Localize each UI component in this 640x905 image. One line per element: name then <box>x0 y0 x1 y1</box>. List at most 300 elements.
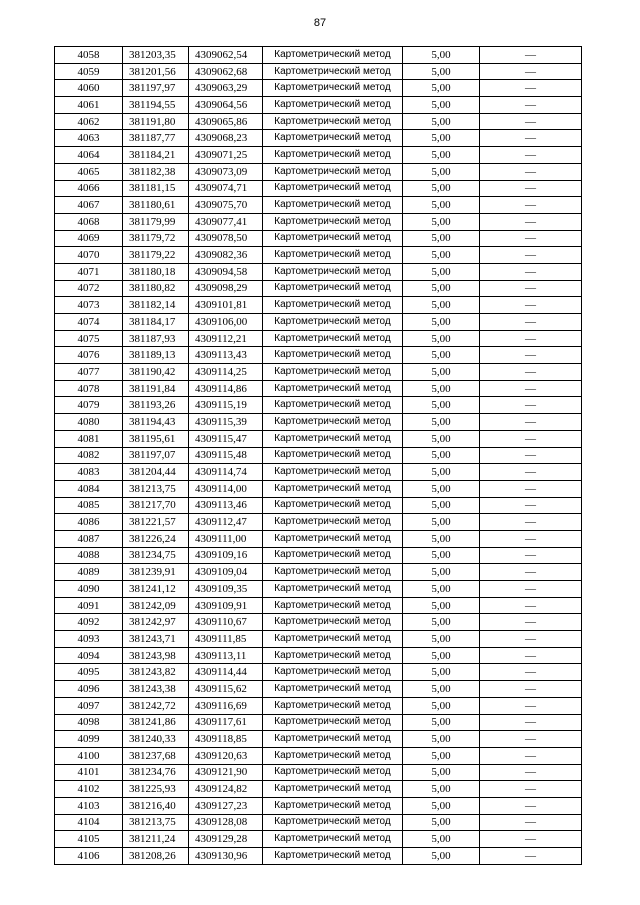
y-coordinate-cell: 4309128,08 <box>189 814 263 831</box>
y-coordinate-cell: 4309063,29 <box>189 80 263 97</box>
table-row <box>55 130 582 147</box>
y-coordinate-cell: 4309062,68 <box>189 63 263 80</box>
method-cell: Картометрический метод <box>263 197 403 214</box>
method-cell: Картометрический метод <box>263 230 403 247</box>
table-row <box>55 831 582 848</box>
accuracy-cell: 5,00 <box>403 147 480 164</box>
x-coordinate-cell: 381211,24 <box>123 831 189 848</box>
note-cell: — <box>480 113 582 130</box>
page-number: 87 <box>313 17 327 29</box>
method-cell: Картометрический метод <box>263 631 403 648</box>
method-cell: Картометрический метод <box>263 380 403 397</box>
table-row <box>55 97 582 114</box>
accuracy-cell: 5,00 <box>403 180 480 197</box>
note-cell: — <box>480 247 582 264</box>
x-coordinate-cell: 381226,24 <box>123 530 189 547</box>
accuracy-cell: 5,00 <box>403 547 480 564</box>
table-row <box>55 697 582 714</box>
y-coordinate-cell: 4309116,69 <box>189 697 263 714</box>
x-coordinate-cell: 381225,93 <box>123 781 189 798</box>
y-coordinate-cell: 4309074,71 <box>189 180 263 197</box>
accuracy-cell: 5,00 <box>403 614 480 631</box>
point-number-cell: 4087 <box>55 530 123 547</box>
accuracy-cell: 5,00 <box>403 564 480 581</box>
x-coordinate-cell: 381242,97 <box>123 614 189 631</box>
point-number-cell: 4094 <box>55 647 123 664</box>
y-coordinate-cell: 4309114,00 <box>189 480 263 497</box>
accuracy-cell: 5,00 <box>403 581 480 598</box>
note-cell: — <box>480 714 582 731</box>
table-row <box>55 631 582 648</box>
accuracy-cell: 5,00 <box>403 430 480 447</box>
x-coordinate-cell: 381216,40 <box>123 797 189 814</box>
y-coordinate-cell: 4309109,91 <box>189 597 263 614</box>
accuracy-cell: 5,00 <box>403 414 480 431</box>
accuracy-cell: 5,00 <box>403 781 480 798</box>
note-cell: — <box>480 480 582 497</box>
method-cell: Картометрический метод <box>263 647 403 664</box>
accuracy-cell: 5,00 <box>403 330 480 347</box>
table-row <box>55 480 582 497</box>
x-coordinate-cell: 381184,21 <box>123 147 189 164</box>
method-cell: Картометрический метод <box>263 547 403 564</box>
point-number-cell: 4062 <box>55 113 123 130</box>
accuracy-cell: 5,00 <box>403 848 480 865</box>
method-cell: Картометрический метод <box>263 213 403 230</box>
y-coordinate-cell: 4309098,29 <box>189 280 263 297</box>
accuracy-cell: 5,00 <box>403 530 480 547</box>
y-coordinate-cell: 4309130,96 <box>189 848 263 865</box>
table-row <box>55 497 582 514</box>
point-number-cell: 4085 <box>55 497 123 514</box>
point-number-cell: 4058 <box>55 47 123 64</box>
y-coordinate-cell: 4309062,54 <box>189 47 263 64</box>
point-number-cell: 4089 <box>55 564 123 581</box>
table-row <box>55 747 582 764</box>
note-cell: — <box>480 848 582 865</box>
x-coordinate-cell: 381191,84 <box>123 380 189 397</box>
method-cell: Картометрический метод <box>263 414 403 431</box>
x-coordinate-cell: 381181,15 <box>123 180 189 197</box>
table-row <box>55 714 582 731</box>
note-cell: — <box>480 180 582 197</box>
point-number-cell: 4059 <box>55 63 123 80</box>
x-coordinate-cell: 381179,72 <box>123 230 189 247</box>
note-cell: — <box>480 347 582 364</box>
note-cell: — <box>480 163 582 180</box>
table-row <box>55 848 582 865</box>
note-cell: — <box>480 147 582 164</box>
y-coordinate-cell: 4309064,56 <box>189 97 263 114</box>
x-coordinate-cell: 381179,22 <box>123 247 189 264</box>
accuracy-cell: 5,00 <box>403 797 480 814</box>
table-row <box>55 80 582 97</box>
method-cell: Картометрический метод <box>263 113 403 130</box>
y-coordinate-cell: 4309112,47 <box>189 514 263 531</box>
method-cell: Картометрический метод <box>263 364 403 381</box>
note-cell: — <box>480 697 582 714</box>
point-number-cell: 4090 <box>55 581 123 598</box>
point-number-cell: 4102 <box>55 781 123 798</box>
y-coordinate-cell: 4309129,28 <box>189 831 263 848</box>
table-row <box>55 347 582 364</box>
note-cell: — <box>480 681 582 698</box>
y-coordinate-cell: 4309077,41 <box>189 213 263 230</box>
table-row <box>55 447 582 464</box>
y-coordinate-cell: 4309121,90 <box>189 764 263 781</box>
y-coordinate-cell: 4309111,85 <box>189 631 263 648</box>
point-number-cell: 4088 <box>55 547 123 564</box>
note-cell: — <box>480 314 582 331</box>
accuracy-cell: 5,00 <box>403 480 480 497</box>
note-cell: — <box>480 647 582 664</box>
method-cell: Картометрический метод <box>263 814 403 831</box>
point-number-cell: 4072 <box>55 280 123 297</box>
accuracy-cell: 5,00 <box>403 514 480 531</box>
x-coordinate-cell: 381204,44 <box>123 464 189 481</box>
note-cell: — <box>480 280 582 297</box>
point-number-cell: 4068 <box>55 213 123 230</box>
method-cell: Картометрический метод <box>263 163 403 180</box>
x-coordinate-cell: 381184,17 <box>123 314 189 331</box>
method-cell: Картометрический метод <box>263 764 403 781</box>
method-cell: Картометрический метод <box>263 848 403 865</box>
point-number-cell: 4097 <box>55 697 123 714</box>
table-row <box>55 647 582 664</box>
y-coordinate-cell: 4309094,58 <box>189 263 263 280</box>
point-number-cell: 4084 <box>55 480 123 497</box>
note-cell: — <box>480 364 582 381</box>
x-coordinate-cell: 381187,93 <box>123 330 189 347</box>
method-cell: Картометрический метод <box>263 731 403 748</box>
y-coordinate-cell: 4309113,11 <box>189 647 263 664</box>
method-cell: Картометрический метод <box>263 330 403 347</box>
x-coordinate-cell: 381191,80 <box>123 113 189 130</box>
x-coordinate-cell: 381180,82 <box>123 280 189 297</box>
point-number-cell: 4074 <box>55 314 123 331</box>
table-row <box>55 764 582 781</box>
x-coordinate-cell: 381241,86 <box>123 714 189 731</box>
point-number-cell: 4079 <box>55 397 123 414</box>
point-number-cell: 4100 <box>55 747 123 764</box>
y-coordinate-cell: 4309113,43 <box>189 347 263 364</box>
point-number-cell: 4075 <box>55 330 123 347</box>
point-number-cell: 4095 <box>55 664 123 681</box>
y-coordinate-cell: 4309114,74 <box>189 464 263 481</box>
x-coordinate-cell: 381180,18 <box>123 263 189 280</box>
table-row <box>55 247 582 264</box>
table-row <box>55 180 582 197</box>
point-number-cell: 4061 <box>55 97 123 114</box>
x-coordinate-cell: 381201,56 <box>123 63 189 80</box>
accuracy-cell: 5,00 <box>403 213 480 230</box>
method-cell: Картометрический метод <box>263 347 403 364</box>
point-number-cell: 4082 <box>55 447 123 464</box>
y-coordinate-cell: 4309114,25 <box>189 364 263 381</box>
note-cell: — <box>480 797 582 814</box>
method-cell: Картометрический метод <box>263 397 403 414</box>
table-row <box>55 547 582 564</box>
y-coordinate-cell: 4309106,00 <box>189 314 263 331</box>
accuracy-cell: 5,00 <box>403 631 480 648</box>
x-coordinate-cell: 381187,77 <box>123 130 189 147</box>
method-cell: Картометрический метод <box>263 664 403 681</box>
y-coordinate-cell: 4309101,81 <box>189 297 263 314</box>
note-cell: — <box>480 497 582 514</box>
x-coordinate-cell: 381234,76 <box>123 764 189 781</box>
x-coordinate-cell: 381213,75 <box>123 814 189 831</box>
x-coordinate-cell: 381189,13 <box>123 347 189 364</box>
note-cell: — <box>480 731 582 748</box>
x-coordinate-cell: 381213,75 <box>123 480 189 497</box>
x-coordinate-cell: 381243,71 <box>123 631 189 648</box>
accuracy-cell: 5,00 <box>403 314 480 331</box>
x-coordinate-cell: 381197,97 <box>123 80 189 97</box>
x-coordinate-cell: 381203,35 <box>123 47 189 64</box>
note-cell: — <box>480 514 582 531</box>
accuracy-cell: 5,00 <box>403 447 480 464</box>
method-cell: Картометрический метод <box>263 263 403 280</box>
method-cell: Картометрический метод <box>263 530 403 547</box>
method-cell: Картометрический метод <box>263 47 403 64</box>
method-cell: Картометрический метод <box>263 781 403 798</box>
y-coordinate-cell: 4309078,50 <box>189 230 263 247</box>
method-cell: Картометрический метод <box>263 597 403 614</box>
note-cell: — <box>480 447 582 464</box>
table-row <box>55 364 582 381</box>
table-row <box>55 397 582 414</box>
accuracy-cell: 5,00 <box>403 113 480 130</box>
method-cell: Картометрический метод <box>263 564 403 581</box>
accuracy-cell: 5,00 <box>403 647 480 664</box>
method-cell: Картометрический метод <box>263 80 403 97</box>
accuracy-cell: 5,00 <box>403 80 480 97</box>
table-row <box>55 163 582 180</box>
y-coordinate-cell: 4309124,82 <box>189 781 263 798</box>
accuracy-cell: 5,00 <box>403 681 480 698</box>
y-coordinate-cell: 4309115,62 <box>189 681 263 698</box>
table-row <box>55 464 582 481</box>
note-cell: — <box>480 430 582 447</box>
accuracy-cell: 5,00 <box>403 747 480 764</box>
accuracy-cell: 5,00 <box>403 280 480 297</box>
x-coordinate-cell: 381194,43 <box>123 414 189 431</box>
accuracy-cell: 5,00 <box>403 380 480 397</box>
note-cell: — <box>480 547 582 564</box>
point-number-cell: 4073 <box>55 297 123 314</box>
point-number-cell: 4098 <box>55 714 123 731</box>
method-cell: Картометрический метод <box>263 63 403 80</box>
point-number-cell: 4070 <box>55 247 123 264</box>
note-cell: — <box>480 764 582 781</box>
method-cell: Картометрический метод <box>263 247 403 264</box>
table-row <box>55 797 582 814</box>
table-row <box>55 314 582 331</box>
y-coordinate-cell: 4309071,25 <box>189 147 263 164</box>
note-cell: — <box>480 831 582 848</box>
accuracy-cell: 5,00 <box>403 831 480 848</box>
accuracy-cell: 5,00 <box>403 731 480 748</box>
method-cell: Картометрический метод <box>263 514 403 531</box>
note-cell: — <box>480 414 582 431</box>
x-coordinate-cell: 381237,68 <box>123 747 189 764</box>
table-row <box>55 530 582 547</box>
point-number-cell: 4103 <box>55 797 123 814</box>
x-coordinate-cell: 381243,38 <box>123 681 189 698</box>
note-cell: — <box>480 664 582 681</box>
point-number-cell: 4069 <box>55 230 123 247</box>
note-cell: — <box>480 781 582 798</box>
table-row <box>55 664 582 681</box>
method-cell: Картометрический метод <box>263 581 403 598</box>
table-row <box>55 781 582 798</box>
accuracy-cell: 5,00 <box>403 130 480 147</box>
table-row <box>55 614 582 631</box>
point-number-cell: 4091 <box>55 597 123 614</box>
note-cell: — <box>480 263 582 280</box>
table-row <box>55 330 582 347</box>
x-coordinate-cell: 381195,61 <box>123 430 189 447</box>
note-cell: — <box>480 297 582 314</box>
point-number-cell: 4093 <box>55 631 123 648</box>
table-row <box>55 113 582 130</box>
accuracy-cell: 5,00 <box>403 47 480 64</box>
method-cell: Картометрический метод <box>263 831 403 848</box>
table-row <box>55 814 582 831</box>
method-cell: Картометрический метод <box>263 147 403 164</box>
accuracy-cell: 5,00 <box>403 297 480 314</box>
point-number-cell: 4064 <box>55 147 123 164</box>
method-cell: Картометрический метод <box>263 464 403 481</box>
y-coordinate-cell: 4309065,86 <box>189 113 263 130</box>
point-number-cell: 4080 <box>55 414 123 431</box>
table-row <box>55 731 582 748</box>
accuracy-cell: 5,00 <box>403 364 480 381</box>
note-cell: — <box>480 80 582 97</box>
x-coordinate-cell: 381241,12 <box>123 581 189 598</box>
y-coordinate-cell: 4309118,85 <box>189 731 263 748</box>
accuracy-cell: 5,00 <box>403 197 480 214</box>
accuracy-cell: 5,00 <box>403 697 480 714</box>
point-number-cell: 4066 <box>55 180 123 197</box>
note-cell: — <box>480 464 582 481</box>
accuracy-cell: 5,00 <box>403 597 480 614</box>
table-row <box>55 63 582 80</box>
x-coordinate-cell: 381243,98 <box>123 647 189 664</box>
point-number-cell: 4065 <box>55 163 123 180</box>
x-coordinate-cell: 381182,38 <box>123 163 189 180</box>
note-cell: — <box>480 63 582 80</box>
method-cell: Картометрический метод <box>263 180 403 197</box>
x-coordinate-cell: 381180,61 <box>123 197 189 214</box>
accuracy-cell: 5,00 <box>403 63 480 80</box>
table-row <box>55 47 582 64</box>
table-row <box>55 597 582 614</box>
table-row <box>55 681 582 698</box>
note-cell: — <box>480 330 582 347</box>
accuracy-cell: 5,00 <box>403 664 480 681</box>
note-cell: — <box>480 47 582 64</box>
point-number-cell: 4060 <box>55 80 123 97</box>
point-number-cell: 4104 <box>55 814 123 831</box>
note-cell: — <box>480 814 582 831</box>
method-cell: Картометрический метод <box>263 314 403 331</box>
accuracy-cell: 5,00 <box>403 263 480 280</box>
y-coordinate-cell: 4309082,36 <box>189 247 263 264</box>
accuracy-cell: 5,00 <box>403 230 480 247</box>
y-coordinate-cell: 4309111,00 <box>189 530 263 547</box>
point-number-cell: 4086 <box>55 514 123 531</box>
point-number-cell: 4092 <box>55 614 123 631</box>
y-coordinate-cell: 4309114,86 <box>189 380 263 397</box>
table-row <box>55 147 582 164</box>
x-coordinate-cell: 381179,99 <box>123 213 189 230</box>
table-row <box>55 581 582 598</box>
table-row <box>55 280 582 297</box>
point-number-cell: 4081 <box>55 430 123 447</box>
x-coordinate-cell: 381182,14 <box>123 297 189 314</box>
note-cell: — <box>480 380 582 397</box>
x-coordinate-cell: 381197,07 <box>123 447 189 464</box>
table-row <box>55 263 582 280</box>
note-cell: — <box>480 130 582 147</box>
table-row <box>55 414 582 431</box>
y-coordinate-cell: 4309075,70 <box>189 197 263 214</box>
method-cell: Картометрический метод <box>263 497 403 514</box>
method-cell: Картометрический метод <box>263 681 403 698</box>
method-cell: Картометрический метод <box>263 447 403 464</box>
x-coordinate-cell: 381243,82 <box>123 664 189 681</box>
accuracy-cell: 5,00 <box>403 497 480 514</box>
note-cell: — <box>480 397 582 414</box>
y-coordinate-cell: 4309112,21 <box>189 330 263 347</box>
y-coordinate-cell: 4309109,16 <box>189 547 263 564</box>
table-row <box>55 297 582 314</box>
x-coordinate-cell: 381240,33 <box>123 731 189 748</box>
y-coordinate-cell: 4309115,47 <box>189 430 263 447</box>
y-coordinate-cell: 4309127,23 <box>189 797 263 814</box>
method-cell: Картометрический метод <box>263 697 403 714</box>
table-row <box>55 380 582 397</box>
x-coordinate-cell: 381190,42 <box>123 364 189 381</box>
note-cell: — <box>480 581 582 598</box>
note-cell: — <box>480 614 582 631</box>
note-cell: — <box>480 97 582 114</box>
y-coordinate-cell: 4309068,23 <box>189 130 263 147</box>
method-cell: Картометрический метод <box>263 430 403 447</box>
note-cell: — <box>480 747 582 764</box>
point-number-cell: 4076 <box>55 347 123 364</box>
x-coordinate-cell: 381208,26 <box>123 848 189 865</box>
method-cell: Картометрический метод <box>263 747 403 764</box>
note-cell: — <box>480 631 582 648</box>
accuracy-cell: 5,00 <box>403 397 480 414</box>
method-cell: Картометрический метод <box>263 280 403 297</box>
accuracy-cell: 5,00 <box>403 97 480 114</box>
point-number-cell: 4106 <box>55 848 123 865</box>
note-cell: — <box>480 197 582 214</box>
y-coordinate-cell: 4309109,04 <box>189 564 263 581</box>
table-row <box>55 197 582 214</box>
y-coordinate-cell: 4309114,44 <box>189 664 263 681</box>
x-coordinate-cell: 381221,57 <box>123 514 189 531</box>
x-coordinate-cell: 381242,09 <box>123 597 189 614</box>
point-number-cell: 4067 <box>55 197 123 214</box>
point-number-cell: 4077 <box>55 364 123 381</box>
y-coordinate-cell: 4309073,09 <box>189 163 263 180</box>
x-coordinate-cell: 381194,55 <box>123 97 189 114</box>
method-cell: Картометрический метод <box>263 614 403 631</box>
